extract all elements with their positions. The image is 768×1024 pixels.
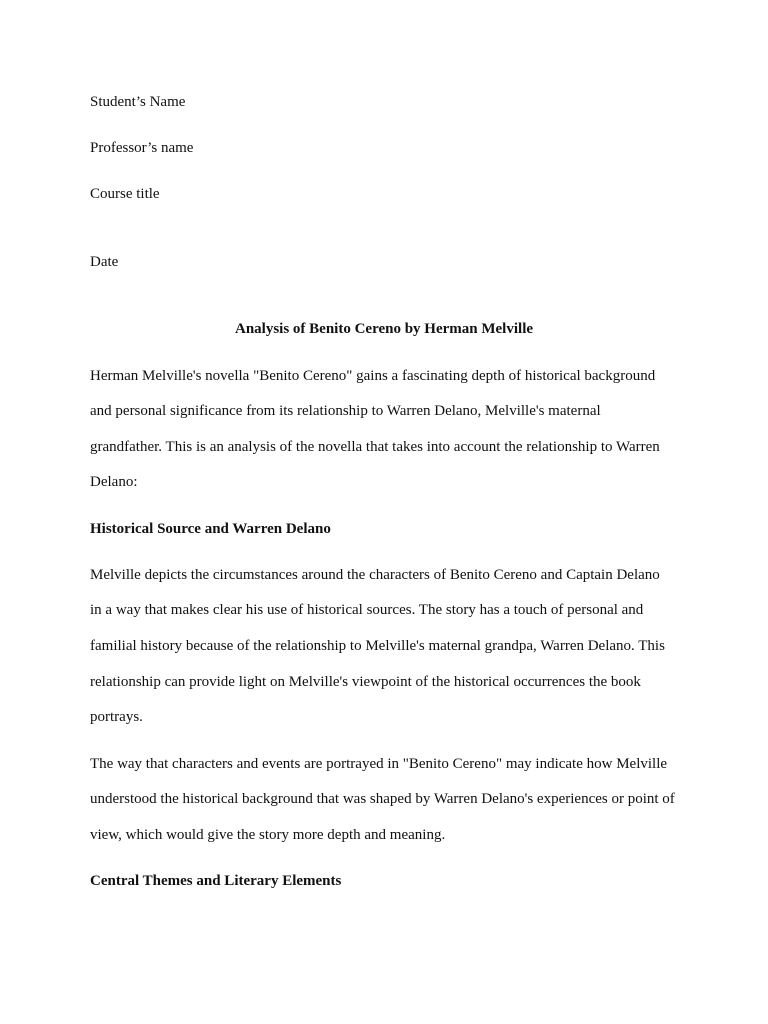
professor-name: Professor’s name xyxy=(90,140,194,156)
paragraph-1-line-3: grandfather. This is an analysis of the novella that takes into account the relationship to Warren xyxy=(90,439,660,455)
document-title: Analysis of Benito Cereno by Herman Melville xyxy=(234,321,534,337)
paragraph-2-line-4: relationship can provide light on Melville's viewpoint of the historical occurrences the book xyxy=(90,674,641,690)
paragraph-3-line-2: understood the historical background that was shaped by Warren Delano's experiences or point of xyxy=(90,791,675,807)
section-heading-historical-source: Historical Source and Warren Delano xyxy=(90,521,331,537)
student-name: Student’s Name xyxy=(90,94,186,110)
paragraph-1-line-2: and personal significance from its relationship to Warren Delano, Melville's maternal xyxy=(90,403,601,419)
paragraph-3-line-1: The way that characters and events are portrayed in "Benito Cereno" may indicate how Melville xyxy=(90,756,668,772)
paragraph-2-line-3: familial history because of the relationship to Melville's maternal grandpa, Warren Delano. This xyxy=(90,638,665,654)
paragraph-3-line-3: view, which would give the story more depth and meaning. xyxy=(90,827,446,843)
paragraph-2-line-5: portrays. xyxy=(90,709,143,725)
paragraph-1-line-1: Herman Melville's novella "Benito Cereno" gains a fascinating depth of historical background xyxy=(90,368,656,384)
paragraph-1-line-4: Delano: xyxy=(90,474,138,490)
course-title: Course title xyxy=(90,186,160,202)
paragraph-2-line-1: Melville depicts the circumstances around the characters of Benito Cereno and Captain Delano xyxy=(90,567,660,583)
section-heading-central-themes: Central Themes and Literary Elements xyxy=(90,873,342,889)
date: Date xyxy=(90,254,119,270)
paragraph-2-line-2: in a way that makes clear his use of historical sources. The story has a touch of personal and xyxy=(90,602,644,618)
